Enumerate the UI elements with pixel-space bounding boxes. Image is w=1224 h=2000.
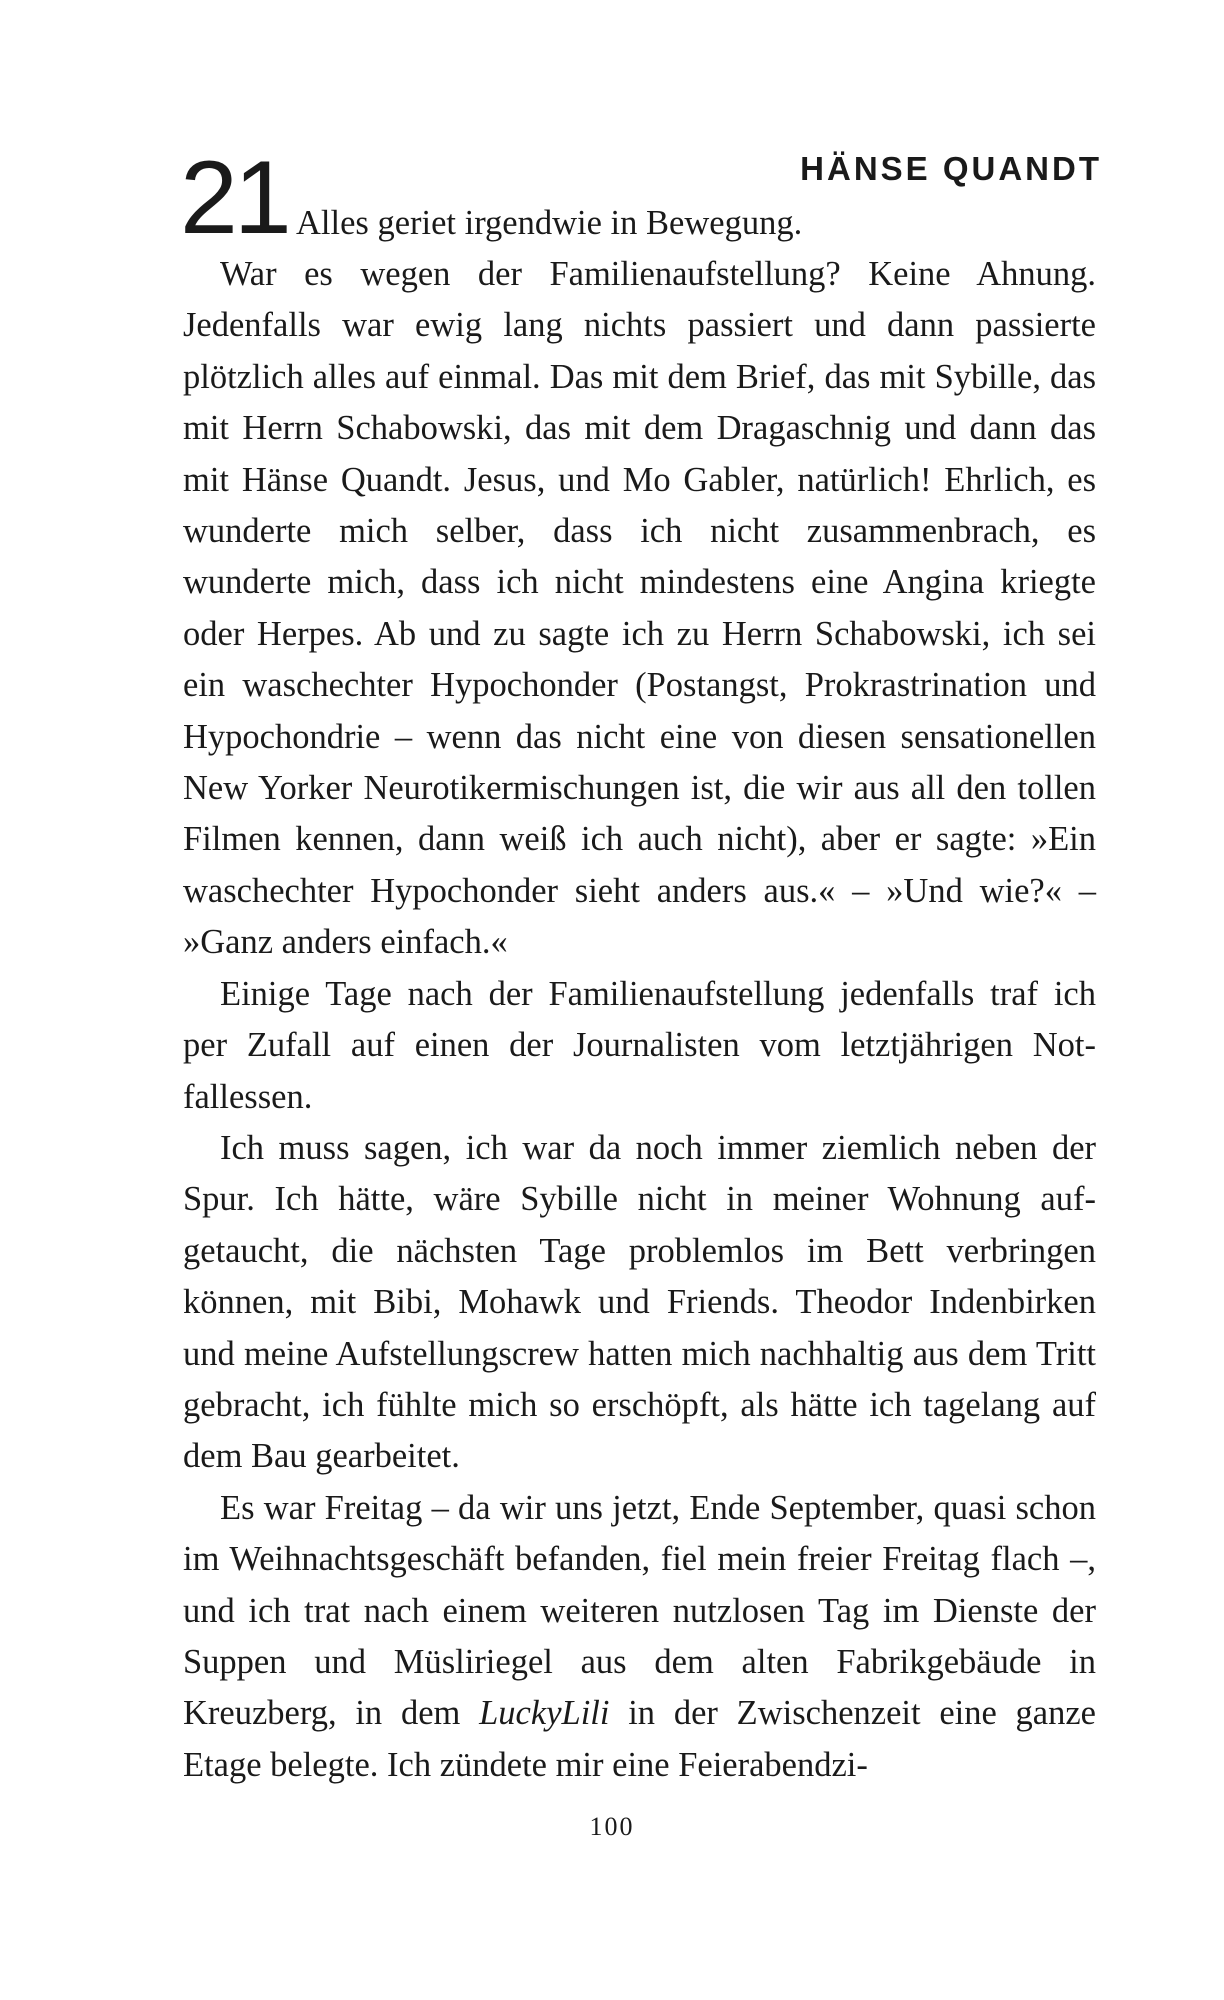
opening-line: Alles geriet irgendwie in Bewegung. — [296, 204, 803, 242]
chapter-title: HÄNSE QUANDT — [800, 150, 1102, 187]
page-number: 100 — [589, 1812, 635, 1841]
paragraph: Ich muss sagen, ich war da noch immer ziemlich neben der Spur. Ich hätte, wäre Sybille nicht in meiner Wohnung aufgetaucht, die nächsten Tage problemlos im Bett verbringen können, mit Bibi, Mohawk und Friends. Theodor Indenbirken und meine Aufstellungscrew hatten mich nachhaltig aus dem Tritt gebracht, ich fühlte mich so erschöpft, als hätte ich tagelang auf dem Bau gearbeitet. — [183, 1128, 1096, 1476]
paragraph — [183, 1483, 1096, 1791]
brand-name: LuckyLili — [479, 1694, 610, 1733]
chapter-number: 21 — [180, 140, 288, 256]
paragraph-text: in der Zwischenzeit eine ganze Etage belegte. Ich zündete mir eine Feierabendzi- — [183, 1694, 1096, 1784]
paragraph-text: Es war Freitag – da wir uns jetzt, Ende September, quasi schon im Weihnachtsgeschäft befanden, fiel mein freier Freitag flach –, und ich trat nach einem weiteren nutzlosen Tag im Dienste der Suppen und Müsliriegel aus dem alten Fabrikgebäude in Kreuzberg, in dem — [183, 1488, 1096, 1733]
body-text — [183, 249, 1096, 1791]
paragraph: War es wegen der Familienaufstellung? Keine Ahnung. Jedenfalls war ewig lang nichts passiert und dann passierte plötzlich alles auf einmal. Das mit dem Brief, das mit Sybille, das mit Herrn Schabowski, das mit dem Dragaschnig und dann das mit Hänse Quandt. Jesus, und Mo Gabler, natürlich! Ehrlich, es wunderte mich selber, dass ich nicht zusammenbrach, es wunderte mich, dass ich nicht mindestens eine Angina kriegte oder Herpes. Ab und zu sagte ich zu Herrn Schabowski, ich sei ein waschechter Hypochonder (Postangst, Prokrastrination und Hypochondrie – wenn das nicht eine von diesen sensationellen New Yorker Neurotikermischungen ist, die wir aus all den tollen Filmen kennen, dann weiß ich auch nicht), aber er sagte: »Ein waschechter Hypochonder sieht anders aus.« – »Und wie?« – »Ganz anders einfach.« — [183, 255, 1096, 962]
paragraph: Einige Tage nach der Familienaufstellung jedenfalls traf ich per Zufall auf einen der Journalisten vom letztjährigen Notfallessen. — [183, 974, 1096, 1116]
